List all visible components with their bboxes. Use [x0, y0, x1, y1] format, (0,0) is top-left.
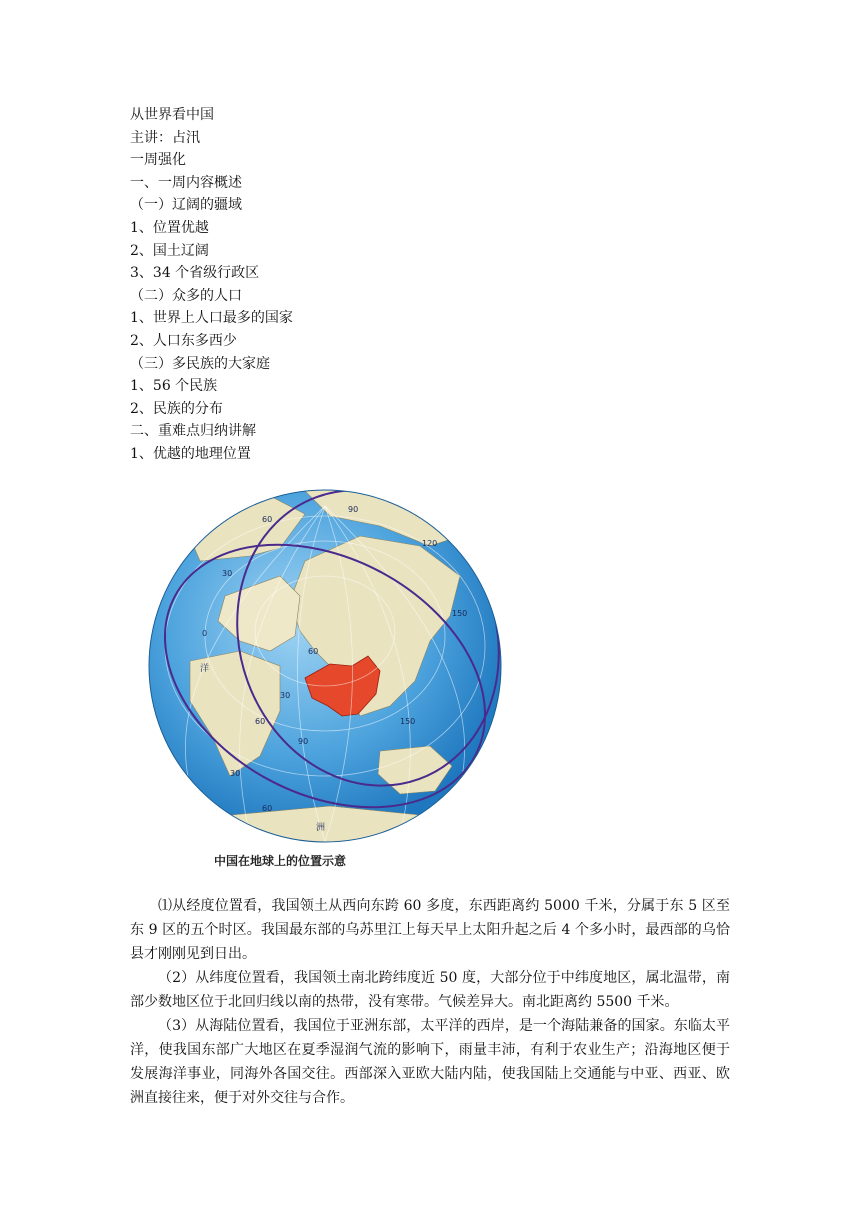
outline-item: 1、位置优越 [130, 219, 209, 236]
outline-item: 3、34 个省级行政区 [130, 265, 260, 282]
lecturer: 主讲：占汛 [130, 129, 200, 146]
globe-illustration [130, 466, 520, 846]
body-text [130, 894, 730, 1110]
section-label: 一周强化 [130, 152, 186, 169]
lat-60-lower-label: 60 [255, 717, 266, 726]
lat-30-lower-label: 30 [230, 769, 241, 778]
lon-150-bottom-label: 150 [400, 717, 416, 726]
outline-item: 1、56 个民族 [130, 378, 218, 395]
outline-item: 1、优越的地理位置 [130, 445, 251, 462]
continent-bottom-label: 洲 [316, 823, 326, 833]
outline-item: 2、国土辽阔 [130, 242, 209, 259]
heading-1: 一、一周内容概述 [130, 174, 242, 191]
lon-120-label: 120 [422, 539, 438, 548]
subheading-3: （三）多民族的大家庭 [130, 355, 270, 372]
paragraph-longitude: ⑴从经度位置看，我国领土从西向东跨 60 多度，东西距离约 5000 千米，分属于东 5 区至东 9 区的五个时区。我国最东部的乌苏里江上每天早上太阳升起之后 4 个多小时，最西部的乌恰县才刚刚见到日出。 [130, 898, 730, 962]
subheading-1: （一）辽阔的疆域 [130, 197, 242, 214]
lat-30-label: 30 [222, 569, 233, 578]
outline-item: 1、世界上人口最多的国家 [130, 310, 293, 327]
lon-30-label: 30 [280, 691, 291, 700]
lon-0-label: 0 [202, 629, 208, 638]
outline [130, 104, 293, 466]
lon-150-right-label: 150 [452, 609, 468, 618]
subheading-2: （二）众多的人口 [130, 287, 242, 304]
lon-90-lower-label: 90 [298, 737, 309, 746]
doc-title: 从世界看中国 [130, 107, 214, 123]
ocean-left-label: 洋 [200, 664, 210, 674]
outline-item: 2、民族的分布 [130, 400, 223, 417]
lat-60-center-label: 60 [308, 647, 319, 656]
paragraph-sea-land: （3）从海陆位置看，我国位于亚洲东部，太平洋的西岸，是一个海陆兼备的国家。东临太平洋，使我国东部广大地区在夏季湿润气流的影响下，雨量丰沛，有利于农业生产；沿海地区便于发展海洋事业，同海外各国交往。西部深入亚欧大陆内陆，使我国陆上交通能与中亚、西亚、欧洲直接往来，便于对外交往与合作。 [130, 1018, 730, 1106]
lat-60-bottom-label: 60 [262, 804, 273, 813]
figure-caption: 中国在地球上的位置示意 [213, 854, 346, 868]
paragraph-latitude: （2）从纬度位置看，我国领土南北跨纬度近 50 度，大部分位于中纬度地区，属北温带，南部少数地区位于北回归线以南的热带，没有寒带。气候差异大。南北距离约 5500 千米。 [130, 970, 730, 1010]
heading-2: 二、重难点归纳讲解 [130, 423, 256, 440]
lat-60-top-label: 60 [262, 515, 273, 524]
lon-90-top-label: 90 [348, 505, 359, 514]
outline-item: 2、人口东多西少 [130, 332, 237, 349]
globe-figure [130, 466, 520, 886]
